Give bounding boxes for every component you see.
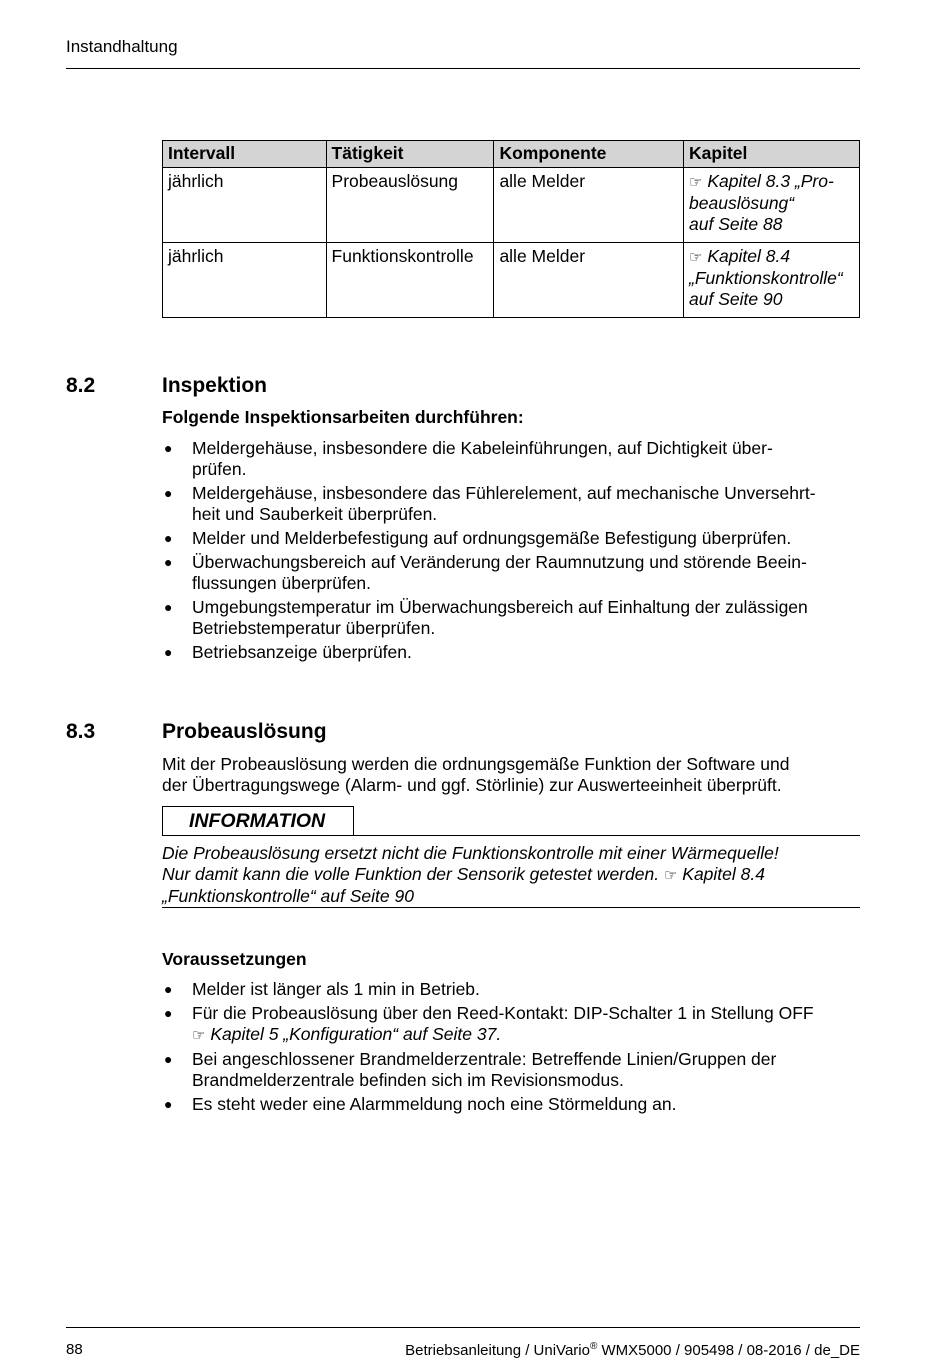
list-item: ● Überwachungsbereich auf Veränderung der Raumnutzung und störende Beein- flussungen überprüfen. [164,552,807,593]
activity-cell: Probeauslösung [326,168,494,243]
hand-pointer-icon: ☞ [663,867,678,884]
hand-pointer-icon: ☞ [689,249,703,266]
page-header-title: Instandhaltung [66,37,178,56]
section-number: 8.2 [66,374,96,397]
table-row [163,243,860,318]
component-cell: alle Melder [494,243,684,318]
column-header: Tätigkeit [326,141,494,168]
maintenance-table [162,140,860,318]
inspection-subheading: Folgende Inspektionsarbeiten durchführen: [162,407,524,427]
list-item: ● Betriebsanzeige überprüfen. [164,642,412,662]
info-top-rule [162,835,860,836]
activity-cell: Funktionskontrolle [326,243,494,318]
config-chapter-link[interactable]: Kapitel 5 „Konfiguration“ auf Seite 37. [210,1024,502,1044]
section-heading-8-2 [66,374,267,398]
section-title: Probeauslösung [162,720,327,743]
column-header: Intervall [163,141,327,168]
section-heading-8-3 [66,720,327,744]
list-item: ● Meldergehäuse, insbesondere die Kabeleinführungen, auf Dichtigkeit über- prüfen. [164,438,773,479]
information-text: Die Probeauslösung ersetzt nicht die Funktionskontrolle mit einer Wärmequelle! Nur damit kann die volle Funktion der Sensorik getestet werden. ☞ Kapitel 8.4 „Funktionskontrolle“ auf Seite 90 [162,843,779,906]
section-number: 8.3 [66,720,96,743]
prerequisites-list [162,979,862,1118]
interval-cell: jährlich [163,168,327,243]
list-item: ● Für die Probeauslösung über den Reed-Kontakt: DIP-Schalter 1 in Stellung OFF ☞ Kapitel 5 „Konfiguration“ auf Seite 37. [164,1003,814,1044]
list-item: ● Bei angeschlossener Brandmelderzentrale: Betreffende Linien/Gruppen der Brandmelderzentrale befinden sich im Revisionsmodus. [164,1049,777,1090]
hand-pointer-icon: ☞ [192,1027,206,1044]
list-item: ● Melder und Melderbefestigung auf ordnungsgemäße Befestigung überprüfen. [164,528,792,548]
footer-rule [66,1327,860,1328]
information-label: INFORMATION [162,806,354,835]
hand-pointer-icon: ☞ [689,174,703,191]
header-rule [66,68,860,69]
component-cell: alle Melder [494,168,684,243]
document-info: Betriebsanleitung / UniVario® WMX5000 / 905498 / 08-2016 / de_DE [405,1341,860,1359]
info-chapter-link[interactable]: Kapitel 8.4 „Funktionskontrolle“ auf Seite 90 [162,864,765,906]
table-row [163,168,860,243]
interval-cell: jährlich [163,243,327,318]
column-header: Komponente [494,141,684,168]
list-item: ● Umgebungstemperatur im Überwachungsbereich auf Einhaltung der zulässigen Betriebstemperatur überprüfen. [164,597,808,638]
list-item: ● Es steht weder eine Alarmmeldung noch eine Störmeldung an. [164,1094,677,1114]
chapter-link[interactable]: ☞ Kapitel 8.3 „Pro- beauslösung“ auf Seite 88 [684,168,860,243]
prerequisites-heading: Voraussetzungen [162,949,307,969]
intro-paragraph: Mit der Probeauslösung werden die ordnungsgemäße Funktion der Software und der Übertragungswege (Alarm- und ggf. Störlinie) zur Auswerteeinheit überprüft. [162,754,790,795]
table-header-row [163,141,860,168]
page-number: 88 [66,1341,83,1358]
info-bottom-rule [162,907,860,908]
list-item: ● Meldergehäuse, insbesondere das Fühlerelement, auf mechanische Unversehrt- heit und Sauberkeit überprüfen. [164,483,816,524]
section-title: Inspektion [162,374,268,397]
column-header: Kapitel [684,141,860,168]
inspection-list [162,438,862,666]
chapter-link[interactable]: ☞ Kapitel 8.4 „Funktionskontrolle“ auf Seite 90 [684,243,860,318]
list-item: ● Melder ist länger als 1 min in Betrieb. [164,979,480,999]
